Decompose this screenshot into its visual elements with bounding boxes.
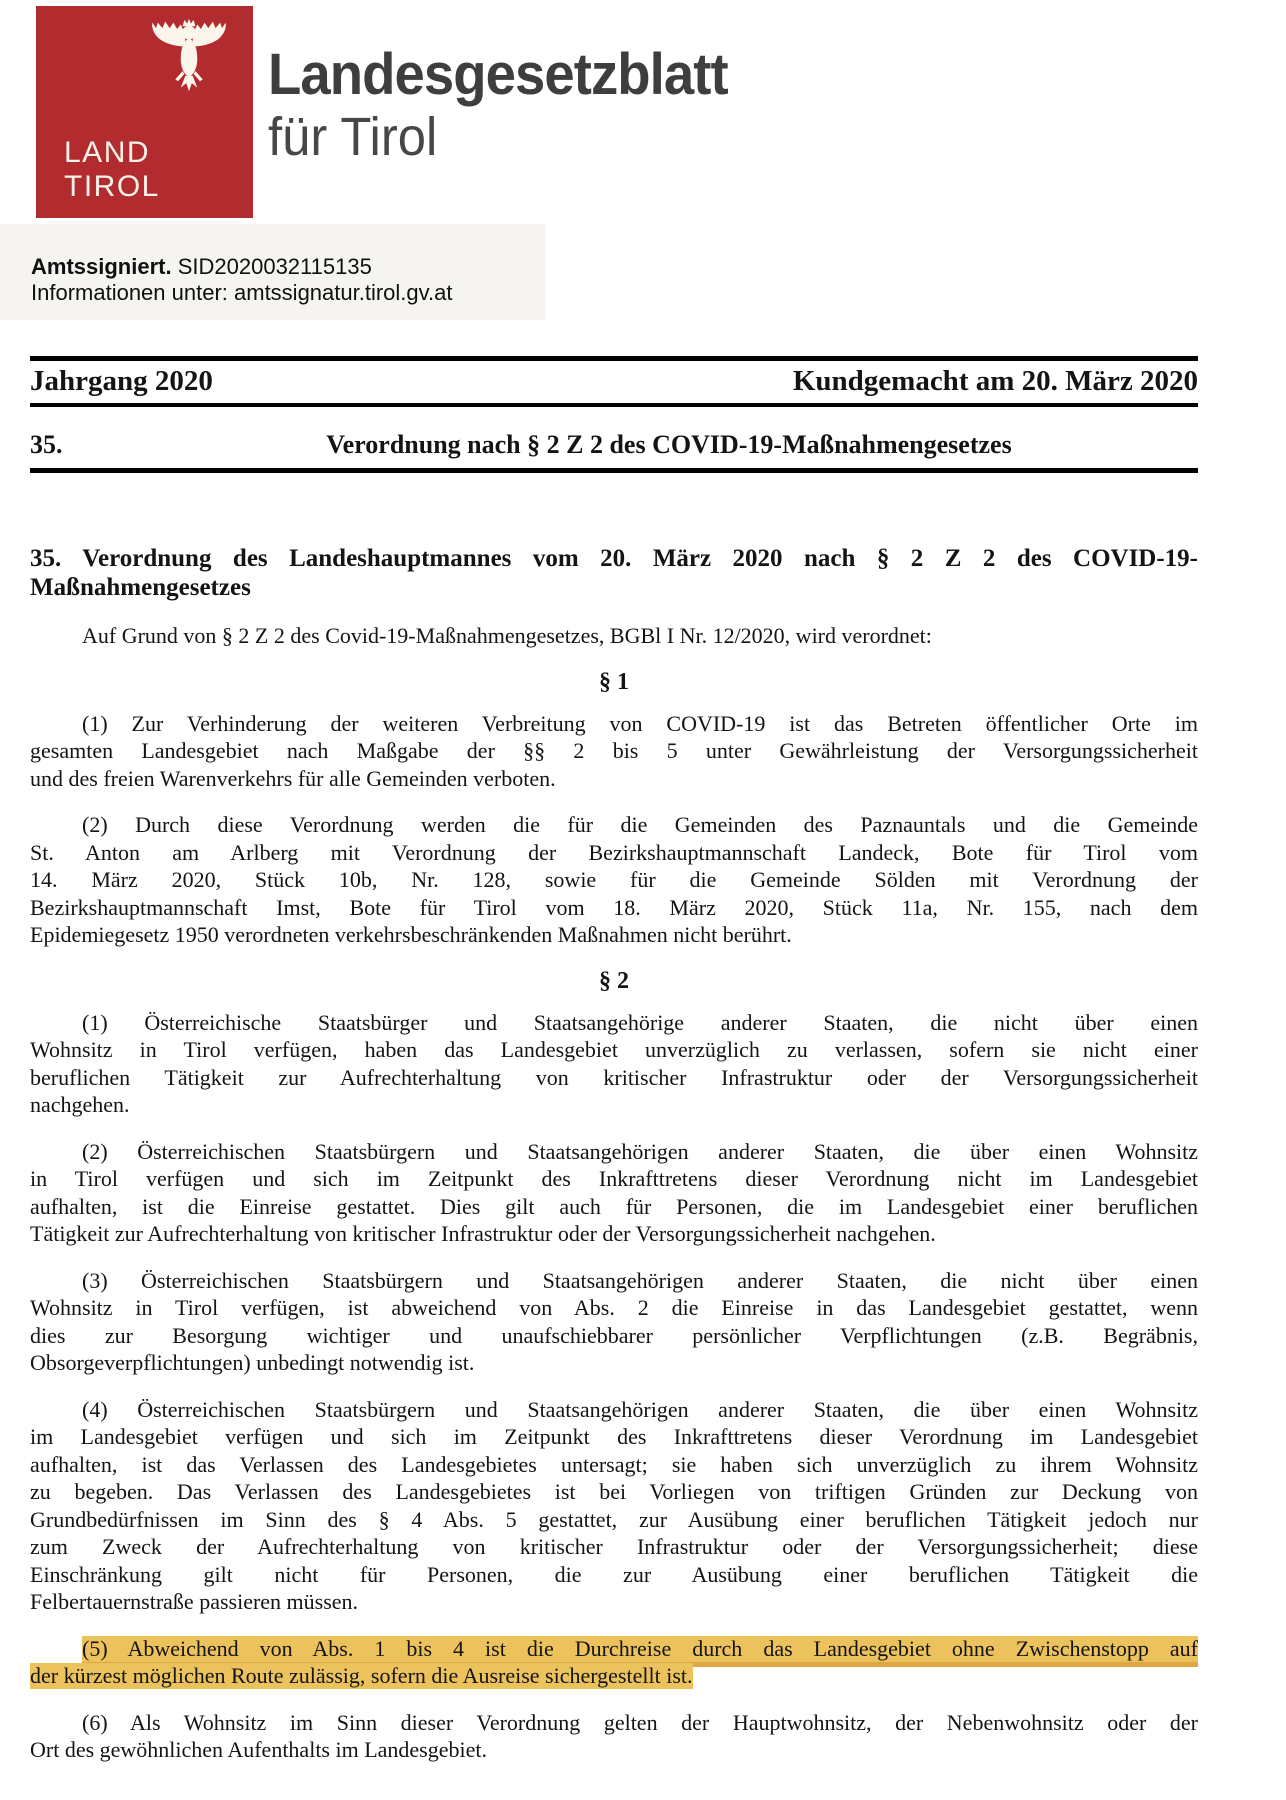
body-line: Ort des gewöhnlichen Aufenthalts im Landesgebiet. [30,1737,487,1762]
signature-note [31,254,452,306]
body-line: in Tirol verfügen und sich im Zeitpunkt des Inkrafttretens dieser Verordnung nicht im Landesgebiet [30,1166,1198,1191]
section-heading: § 1 [599,668,629,695]
rule-bottom [30,468,1198,473]
body-line: gesamten Landesgebiet nach Maßgabe der §§ 2 bis 5 unter Gewährleistung der Versorgungssicherheit [30,738,1198,763]
body-line: Felbertauernstraße passieren müssen. [30,1589,359,1614]
masthead-number: 35. [30,430,63,459]
body-line: beruflichen Tätigkeit zur Aufrechterhaltung von kritischer Infrastruktur oder der Versorgungssicherheit [30,1064,1198,1090]
brand-title: Landesgesetzblatt [268,42,728,107]
body-line: nachgehen. [30,1092,130,1117]
section-heading: § 2 [599,967,629,994]
document-sections [30,667,1198,1764]
body-line: Tätigkeit zur Aufrechterhaltung von kritischer Infrastruktur oder der Versorgungssicherheit nachgehen. [30,1221,936,1246]
body-line: Grundbedürfnissen im Sinn des § 4 Abs. 5 gestattet, zur Ausübung einer beruflichen Tätigkeit jedoch nur [30,1506,1198,1532]
masthead-row-year [30,363,1198,399]
highlighted-paragraph [30,1635,1198,1690]
land-tirol-logo [36,6,253,218]
paragraph [30,1267,1198,1377]
paragraph [30,1396,1198,1616]
document-body [30,533,1198,1764]
body-line: (1) Österreichische Staatsbürger und Staatsangehörige anderer Staaten, die nicht über einen [82,1009,1198,1035]
body-line: (1) Zur Verhinderung der weiteren Verbreitung von COVID-19 ist das Betreten öffentlicher Orte im [82,710,1198,736]
paragraph [30,1009,1198,1119]
body-line: (4) Österreichischen Staatsbürgern und Staatsangehörigen anderer Staaten, die über einen Wohnsitz [82,1396,1198,1422]
body-line: (2) Österreichischen Staatsbürgern und Staatsangehörigen anderer Staaten, die über einen Wohnsitz [82,1138,1198,1164]
signature-id: SID2020032115135 [177,254,372,279]
masthead-subject: Verordnung nach § 2 Z 2 des COVID-19-Maßnahmengesetzes [326,430,1012,459]
highlight-mark: (5) Abweichend von Abs. 1 bis 4 ist die Durchreise durch das Landesgebiet ohne Zwischenstopp auf [82,1636,1198,1667]
body-line: 14. März 2020, Stück 10b, Nr. 128, sowie für die Gemeinde Sölden mit Verordnung der [30,867,1198,892]
body-line: und des freien Warenverkehrs für alle Gemeinden verboten. [30,765,556,791]
rule-top [30,356,1198,361]
body-line: (3) Österreichischen Staatsbürgern und Staatsangehörigen anderer Staaten, die nicht über einen [82,1267,1198,1293]
body-line: Bezirkshauptmannschaft Imst, Bote für Tirol vom 18. März 2020, Stück 11a, Nr. 155, nach dem [30,894,1198,920]
signature-line-1 [31,254,452,280]
highlight-mark: der kürzest möglichen Route zulässig, sofern die Ausreise sichergestellt ist. [30,1663,693,1688]
masthead-published-date: Kundgemacht am 20. März 2020 [792,365,1198,397]
body-line: dies zur Besorgung wichtiger und unaufschiebbarer persönlicher Verpflichtungen (z.B. Begräbnis, [30,1322,1198,1348]
document-intro: Auf Grund von § 2 Z 2 des Covid-19-Maßnahmengesetzes, BGBl I Nr. 12/2020, wird verordnet: [82,623,932,648]
body-line: Obsorgeverpflichtungen) unbedingt notwendig ist. [30,1350,475,1375]
logo-wordmark [64,136,160,204]
masthead-row-subject [30,429,1198,461]
paragraph [30,1709,1198,1764]
logo-word-land: LAND [64,136,151,169]
body-line: Wohnsitz in Tirol verfügen, ist abweichend von Abs. 2 die Einreise in das Landesgebiet gestattet, wenn [30,1295,1198,1320]
document-title [30,545,1198,602]
rule-middle [30,403,1198,407]
body-line [30,1635,1198,1663]
paragraph [30,811,1198,949]
brand-subtitle: für Tirol [268,107,438,167]
body-line: St. Anton am Arlberg mit Verordnung der Bezirkshauptmannschaft Landeck, Bote für Tirol vom [30,839,1198,865]
document-title-line-2: Maßnahmengesetzes [30,573,251,601]
body-line: zum Zweck der Aufrechterhaltung von kritischer Infrastruktur oder der Versorgungssicherheit; diese [30,1534,1198,1559]
document-title-line-1: 35. Verordnung des Landeshauptmannes vom 20. März 2020 nach § 2 Z 2 des COVID-19- [30,545,1198,572]
body-line: zu begeben. Das Verlassen des Landesgebietes ist bei Vorliegen von triftigen Gründen zur Deckung von [30,1479,1198,1504]
body-line: Epidemiegesetz 1950 verordneten verkehrsbeschränkenden Maßnahmen nicht berührt. [30,922,792,947]
body-line: (6) Als Wohnsitz im Sinn dieser Verordnung gelten der Hauptwohnsitz, der Nebenwohnsitz oder der [82,1709,1198,1735]
tirol-eagle-icon [145,16,233,108]
body-line: aufhalten, ist die Einreise gestattet. Dies gilt auch für Personen, die im Landesgebiet einer beruflichen [30,1193,1198,1219]
masthead-year: Jahrgang 2020 [30,365,213,397]
body-line: Wohnsitz in Tirol verfügen, haben das Landesgebiet unverzüglich zu verlassen, sofern sie nicht einer [30,1037,1198,1062]
signature-label: Amtssigniert. [31,254,172,279]
body-line: im Landesgebiet verfügen und sich im Zeitpunkt des Inkrafttretens dieser Verordnung im Landesgebiet [30,1424,1198,1449]
body-line: aufhalten, ist das Verlassen des Landesgebietes untersagt; sie haben sich unverzüglich zu ihrem Wohnsitz [30,1451,1198,1477]
paragraph [30,710,1198,793]
logo-word-tirol: TIROL [64,170,160,203]
gazette-brand [268,44,757,166]
body-line: Einschränkung gilt nicht für Personen, die zur Ausübung einer beruflichen Tätigkeit die [30,1561,1198,1587]
body-line: (2) Durch diese Verordnung werden die für die Gemeinden des Paznauntals und die Gemeinde [82,812,1198,837]
paragraph [30,1138,1198,1248]
signature-info: Informationen unter: amtssignatur.tirol.gv.at [31,280,453,305]
